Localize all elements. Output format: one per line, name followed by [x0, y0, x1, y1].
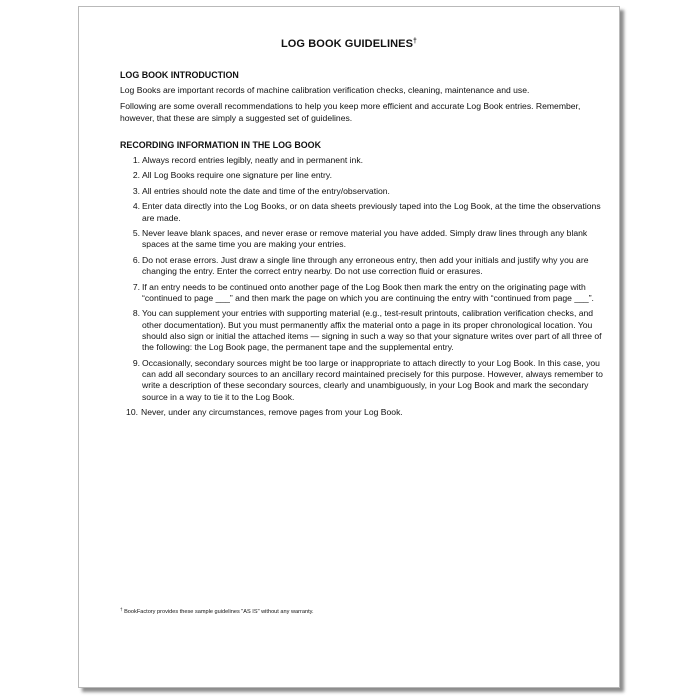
list-item [120, 155, 606, 166]
list-item-text: Never, under any circumstances, remove pages from your Log Book. [141, 407, 403, 418]
list-item-number: 7. [132, 281, 140, 292]
document-page [78, 6, 620, 688]
page-title-text: LOG BOOK GUIDELINES [280, 38, 414, 50]
list-item [120, 282, 606, 305]
list-item [120, 228, 606, 251]
list-item-text: All entries should note the date and time of the entry/observation. [142, 185, 390, 196]
document-body [120, 70, 606, 423]
list-item-number: 4. [132, 201, 140, 212]
footnote-text: BookFactory provides these sample guidelines "AS IS" without any warranty. [122, 609, 314, 615]
footnote-mark: † [120, 607, 123, 612]
footnote [120, 606, 314, 616]
list-item [120, 358, 606, 403]
list-item-number: 8. [132, 308, 140, 319]
page-title [79, 38, 619, 50]
list-item-text: Occasionally, secondary sources might be too large or inappropriate to attach directly to your Log Book. In this case, you can add all secondary sources to an ancillary record maintained precisely for this purpose. However, always remember to write a description of these secondary sources, clearly and unambiguously, in your Log Book and mark the secondary source in a way to tie it to the Log Book. [142, 357, 603, 402]
list-item [120, 170, 606, 181]
list-item-number: 9. [132, 357, 140, 368]
list-item [120, 201, 606, 224]
list-item [120, 255, 606, 278]
list-item-text: You can supplement your entries with supporting material (e.g., test-result printouts, calibration verification checks, and other documentation). But you must permanently affix the material onto a page in its proper chronological location. You should also sign or initial the attached items — signing in such a way so that your signature writes over part of all three of the following: the Log Book page, the permanent tape and the supplemental entry. [142, 308, 602, 353]
list-item-text: All Log Books require one signature per line entry. [142, 170, 332, 181]
list-item-text: Do not erase errors. Just draw a single line through any erroneous entry, then add your initials and justify why you are changing the entry. Enter the correct entry nearby. Do not use correction fluid or erasures. [142, 254, 589, 277]
list-item-number: 5. [132, 228, 140, 239]
list-item-text: Enter data directly into the Log Books, or on data sheets previously taped into the Log Book, at the time the observations are made. [142, 201, 601, 223]
intro-paragraph-2: Following are some overall recommendations to help you keep more efficient and accurate Log Book entries. Remember, however, that these are simply a suggested set of guidelines. [120, 101, 581, 123]
list-item [120, 308, 606, 353]
list-item-number: 3. [132, 185, 140, 196]
list-item-text: Never leave blank spaces, and never erase or remove material you have added. Simply draw lines through any blank spaces at the same time you are making your entries. [142, 228, 588, 250]
title-footnote-mark: † [413, 38, 418, 45]
list-item-number: 1. [132, 154, 140, 165]
list-item-text: Always record entries legibly, neatly and in permanent ink. [142, 154, 364, 165]
list-item [120, 186, 606, 197]
recording-heading: RECORDING INFORMATION IN THE LOG BOOK [120, 139, 321, 150]
guidelines-list [120, 155, 606, 419]
list-item-number: 2. [132, 170, 140, 181]
intro-paragraph-1: Log Books are important records of machine calibration verification checks, cleaning, maintenance and use. [120, 85, 530, 95]
intro-heading: LOG BOOK INTRODUCTION [120, 70, 239, 80]
list-item-number: 10. [126, 407, 138, 418]
list-item-number: 6. [132, 254, 140, 265]
list-item [120, 407, 606, 418]
list-item-text: If an entry needs to be continued onto another page of the Log Book then mark the entry on the originating page with “continued to page ___” and then mark the page on which you are continuing the entry with “continued from page ___”. [142, 281, 594, 303]
